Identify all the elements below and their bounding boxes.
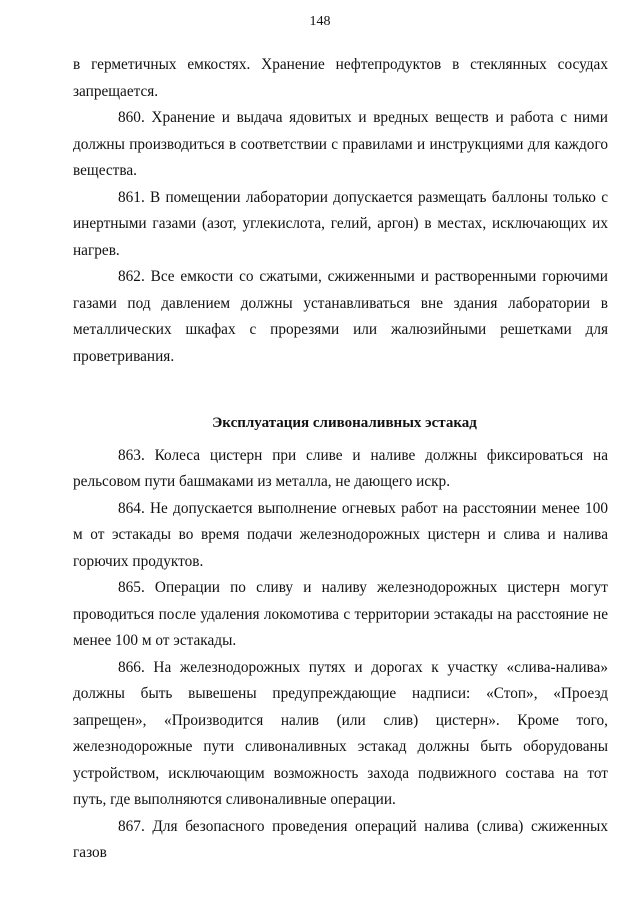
paragraph-866: 866. На железнодорожных путях и дорогах к участку «слива-налива» должны быть вывешены предупреждающие надписи: «Стоп», «Проезд запрещен», «Производится налив (или слив) цистерн». Кроме того, железнодорожные пути сливоналивных эстакад должны быть оборудованы устройством, исключающим возможность захода подвижного состава на тот путь, где выполняются сливоналивные операции. xyxy=(73,658,608,808)
section-heading: Эксплуатация сливоналивных эстакад xyxy=(212,415,477,431)
paragraph-862: 862. Все емкости со сжатыми, сжиженными и растворенными горючими газами под давлением должны устанавливаться вне здания лаборатории в металлических шкафах с прорезями или жалюзийными решетками для проветривания. xyxy=(73,268,608,365)
paragraph-867: 867. Для безопасного проведения операций налива (слива) сжиженных газов xyxy=(73,817,608,861)
paragraph-continuation: в герметичных емкостях. Хранение нефтепродуктов в стеклянных сосудах запрещается. xyxy=(73,56,608,100)
document-body xyxy=(73,52,608,867)
paragraph-861: 861. В помещении лаборатории допускается размещать баллоны только с инертными газами (азот, углекислота, гелий, аргон) в местах, исключающих их нагрев. xyxy=(73,188,608,259)
paragraph-863: 863. Колеса цистерн при сливе и наливе должны фиксироваться на рельсовом пути башмаками из металла, не дающего искр. xyxy=(73,446,608,490)
paragraph-865: 865. Операции по сливу и наливу железнодорожных цистерн могут проводиться после удаления локомотива с территории эстакады на расстояние не менее 100 м от эстакады. xyxy=(73,579,608,649)
paragraph-860: 860. Хранение и выдача ядовитых и вредных веществ и работа с ними должны производиться в соответствии с правилами и инструкциями для каждого вещества. xyxy=(73,109,608,179)
paragraph-864: 864. Не допускается выполнение огневых работ на расстоянии менее 100 м от эстакады во время подачи железнодорожных цистерн и слива и налива горючих продуктов. xyxy=(73,499,608,570)
page-number: 148 xyxy=(309,14,331,29)
